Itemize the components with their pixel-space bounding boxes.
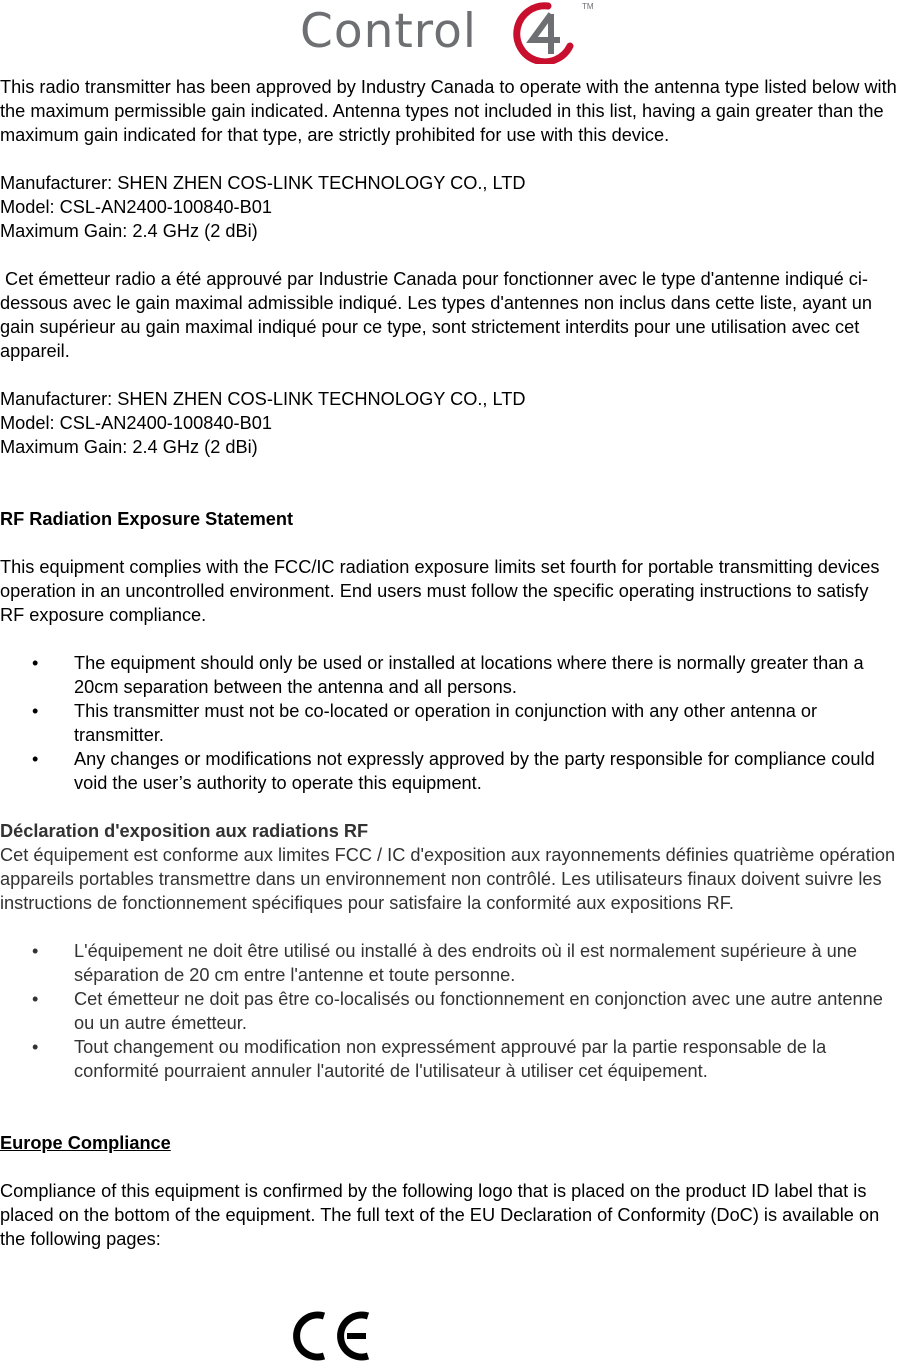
rf-exposure-bullets-fr (0, 939, 897, 1083)
bullet-icon: • (32, 653, 39, 673)
spec-manufacturer-fr: Manufacturer: SHEN ZHEN COS-LINK TECHNOLOGY CO., LTD (0, 389, 526, 409)
list-item: • This transmitter must not be co-located or operation in conjunction with any other antenna or transmitter. (32, 701, 818, 745)
bullet-icon: • (32, 749, 39, 769)
rf-exposure-heading-fr: Déclaration d'exposition aux radiations RF (0, 821, 369, 841)
control4-logo (296, 0, 596, 66)
ic-statement-en: This radio transmitter has been approved by Industry Canada to operate with the antenna type listed below with the maximum permissible gain indicated. Antenna types not included in this list, having a gain greater than the maximum gain indicated for that type, are strictly prohibited for use with this device. (0, 77, 897, 145)
ic-statement-fr: Cet émetteur radio a été approuvé par Industrie Canada pour fonctionner avec le type d'antenne indiqué ci-dessous avec le gain maximal admissible indiqué. Les types d'antennes non inclus dans cette liste, ayant un gain supérieur au gain maximal indiqué pour ce type, sont strictement interdits pour une utilisation avec cet appareil. (0, 269, 872, 361)
spec-gain-en: Maximum Gain: 2.4 GHz (2 dBi) (0, 221, 258, 241)
spec-gain-fr: Maximum Gain: 2.4 GHz (2 dBi) (0, 437, 258, 457)
logo-four-icon (510, 2, 576, 64)
logo-trademark: TM (582, 2, 594, 11)
list-item: • Tout changement ou modification non expressément approuvé par la partie responsable de la conformité pourraient annuler l'autorité de l'utilisateur à utiliser cet équipement. (32, 1037, 827, 1081)
rf-exposure-paragraph-fr: Cet équipement est conforme aux limites FCC / IC d'exposition aux rayonnements définies quatrième opération appareils portables transmettre dans un environnement non contrôlé. Les utilisateurs finaux doivent suivre les instructions de fonctionnement spécifiques pour satisfaire la conformité aux expositions RF. (0, 845, 896, 913)
europe-compliance-paragraph: Compliance of this equipment is confirmed by the following logo that is placed on the product ID label that is placed on the bottom of the equipment. The full text of the EU Declaration of Conformity (DoC) is available on the following pages: (0, 1181, 880, 1249)
document-body (0, 75, 897, 1251)
ce-mark-icon (290, 1310, 372, 1362)
logo-wordmark: Control (300, 4, 477, 59)
list-item: • The equipment should only be used or installed at locations where there is normally greater than a 20cm separation between the antenna and all persons. (32, 653, 864, 697)
spec-manufacturer-en: Manufacturer: SHEN ZHEN COS-LINK TECHNOLOGY CO., LTD (0, 173, 526, 193)
rf-exposure-heading: RF Radiation Exposure Statement (0, 509, 294, 529)
spec-model-en: Model: CSL-AN2400-100840-B01 (0, 197, 272, 217)
bullet-icon: • (32, 941, 39, 961)
rf-exposure-paragraph: This equipment complies with the FCC/IC radiation exposure limits set fourth for portable transmitting devices operation in an uncontrolled environment. End users must follow the specific operating instructions to satisfy RF exposure compliance. (0, 557, 880, 625)
bullet-icon: • (32, 1037, 39, 1057)
bullet-icon: • (32, 701, 39, 721)
list-item: • Any changes or modifications not expressly approved by the party responsible for compliance could void the user’s authority to operate this equipment. (32, 749, 875, 793)
list-item: • L'équipement ne doit être utilisé ou installé à des endroits où il est normalement supérieure à une séparation de 20 cm entre l'antenne et toute personne. (32, 941, 857, 985)
spec-model-fr: Model: CSL-AN2400-100840-B01 (0, 413, 272, 433)
bullet-icon: • (32, 989, 39, 1009)
rf-exposure-bullets (0, 651, 897, 795)
list-item: • Cet émetteur ne doit pas être co-localisés ou fonctionnement en conjonction avec une autre antenne ou un autre émetteur. (32, 989, 883, 1033)
europe-compliance-heading: Europe Compliance (0, 1133, 171, 1153)
